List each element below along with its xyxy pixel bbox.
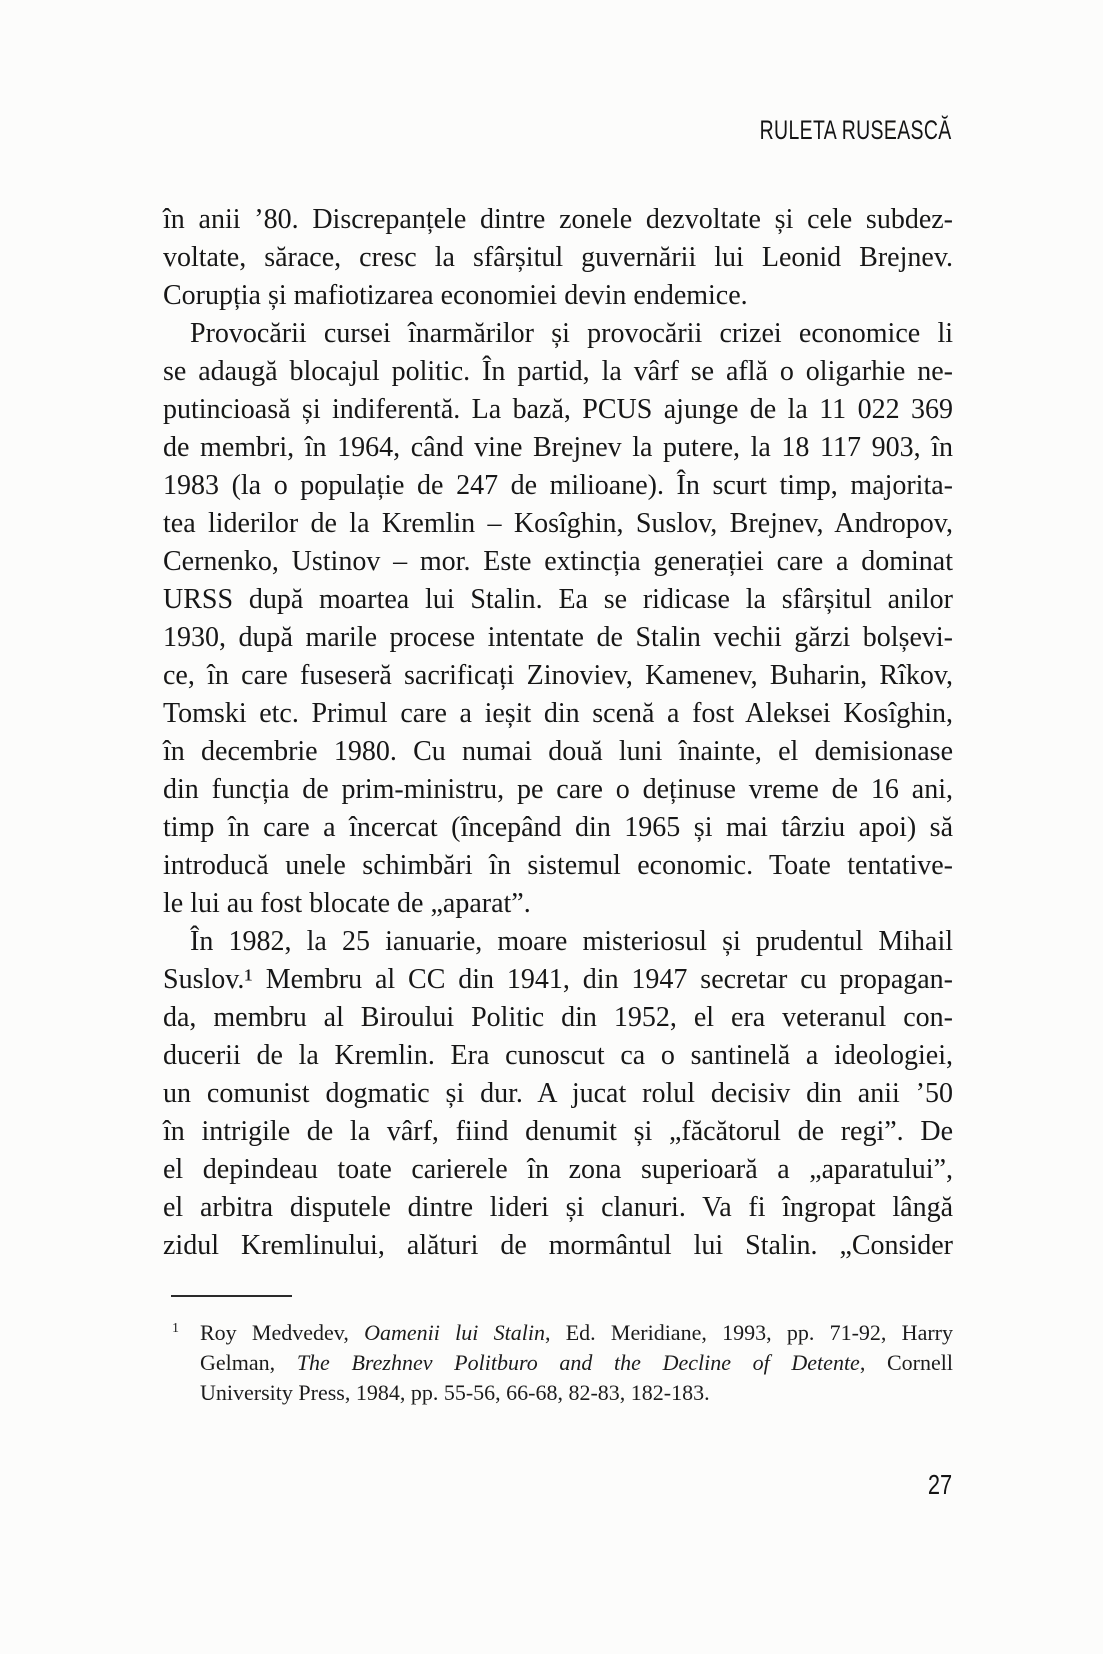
text-line: el depindeau toate carierele în zona superioară a „aparatului”, <box>163 1154 953 1185</box>
footnote-line <box>200 1348 953 1378</box>
paragraph <box>163 923 953 1265</box>
text-line: 1930, după marile procese intentate de Stalin vechii gărzi bolșevi- <box>163 622 953 653</box>
footnote-separator <box>171 1295 292 1297</box>
text-line: Tomski etc. Primul care a ieșit din scenă a fost Aleksei Kosîghin, <box>163 698 953 729</box>
footnote-segment: Gelman, <box>200 1350 297 1375</box>
text-line: Corupția și mafiotizarea economiei devin endemice. <box>163 280 748 311</box>
text-line: de membri, în 1964, când vine Brejnev la putere, la 18 117 903, în <box>163 432 953 463</box>
body-text <box>163 201 953 1265</box>
paragraph <box>163 201 953 315</box>
text-line: 1983 (la o populație de 247 de milioane). În scurt timp, majorita- <box>163 470 953 501</box>
footnote-segment: Roy Medvedev, <box>200 1320 365 1345</box>
footnote-marker: 1 <box>172 1321 179 1336</box>
text-line: Provocării cursei înarmărilor și provocării crizei economice li <box>190 318 953 349</box>
text-line: le lui au fost blocate de „aparat”. <box>163 888 531 919</box>
text-line: el arbitra disputele dintre lideri și clanuri. Va fi îngropat lângă <box>163 1192 953 1223</box>
text-line: În 1982, la 25 ianuarie, moare misteriosul și prudentul Mihail <box>190 926 953 957</box>
footnote-segment-italic: The Brezhnev Politburo and the Decline of Detente <box>296 1350 860 1375</box>
text-line: voltate, sărace, cresc la sfârșitul guvernării lui Leonid Brejnev. <box>163 242 953 273</box>
running-header: RULETA RUSEASCĂ <box>760 115 952 145</box>
text-line: URSS după moartea lui Stalin. Ea se ridicase la sfârșitul anilor <box>163 584 953 615</box>
footnote-line <box>200 1318 953 1348</box>
text-line: Suslov.¹ Membru al CC din 1941, din 1947 secretar cu propagan- <box>163 964 953 995</box>
text-line: în anii ’80. Discrepanțele dintre zonele dezvoltate și cele subdez- <box>163 204 953 235</box>
text-line: Cernenko, Ustinov – mor. Este extincția generației care a dominat <box>163 546 953 577</box>
footnote-segment: , Ed. Meridiane, 1993, pp. 71-92, Harry <box>544 1320 953 1345</box>
text-line: ce, în care fuseseră sacrificați Zinoviev, Kamenev, Buharin, Rîkov, <box>163 660 953 691</box>
page-number: 27 <box>927 1469 952 1500</box>
footnote <box>163 1318 953 1408</box>
text-line: în intrigile de la vârf, fiind denumit și „făcătorul de regi”. De <box>163 1116 953 1147</box>
text-line: timp în care a încercat (începând din 1965 și mai târziu apoi) să <box>163 812 953 843</box>
footnote-lines <box>200 1318 953 1408</box>
text-line: ducerii de la Kremlin. Era cunoscut ca o santinelă a ideologiei, <box>163 1040 953 1071</box>
footnote-segment: , Cornell <box>859 1350 953 1375</box>
text-line: se adaugă blocajul politic. În partid, la vârf se află o oligarhie ne- <box>163 356 953 387</box>
text-line: zidul Kremlinului, alături de mormântul lui Stalin. „Consider <box>163 1230 953 1261</box>
text-line: da, membru al Biroului Politic din 1952, el era veteranul con- <box>163 1002 953 1033</box>
text-line: putincioasă și indiferentă. La bază, PCUS ajunge de la 11 022 369 <box>163 394 953 425</box>
text-line: tea liderilor de la Kremlin – Kosîghin, Suslov, Brejnev, Andropov, <box>163 508 953 539</box>
text-line: introducă unele schimbări în sistemul economic. Toate tentative- <box>163 850 953 881</box>
text-line: din funcția de prim-ministru, pe care o deținuse vreme de 16 ani, <box>163 774 953 805</box>
text-line: un comunist dogmatic și dur. A jucat rolul decisiv din anii ’50 <box>163 1078 953 1109</box>
footnote-segment: University Press, 1984, pp. 55-56, 66-68, 82-83, 182-183. <box>200 1380 710 1405</box>
text-line: în decembrie 1980. Cu numai două luni înainte, el demisionase <box>163 736 953 767</box>
paragraph <box>163 315 953 923</box>
footnote-segment-italic: Oamenii lui Stalin <box>364 1320 545 1345</box>
footnote-line <box>200 1378 953 1408</box>
